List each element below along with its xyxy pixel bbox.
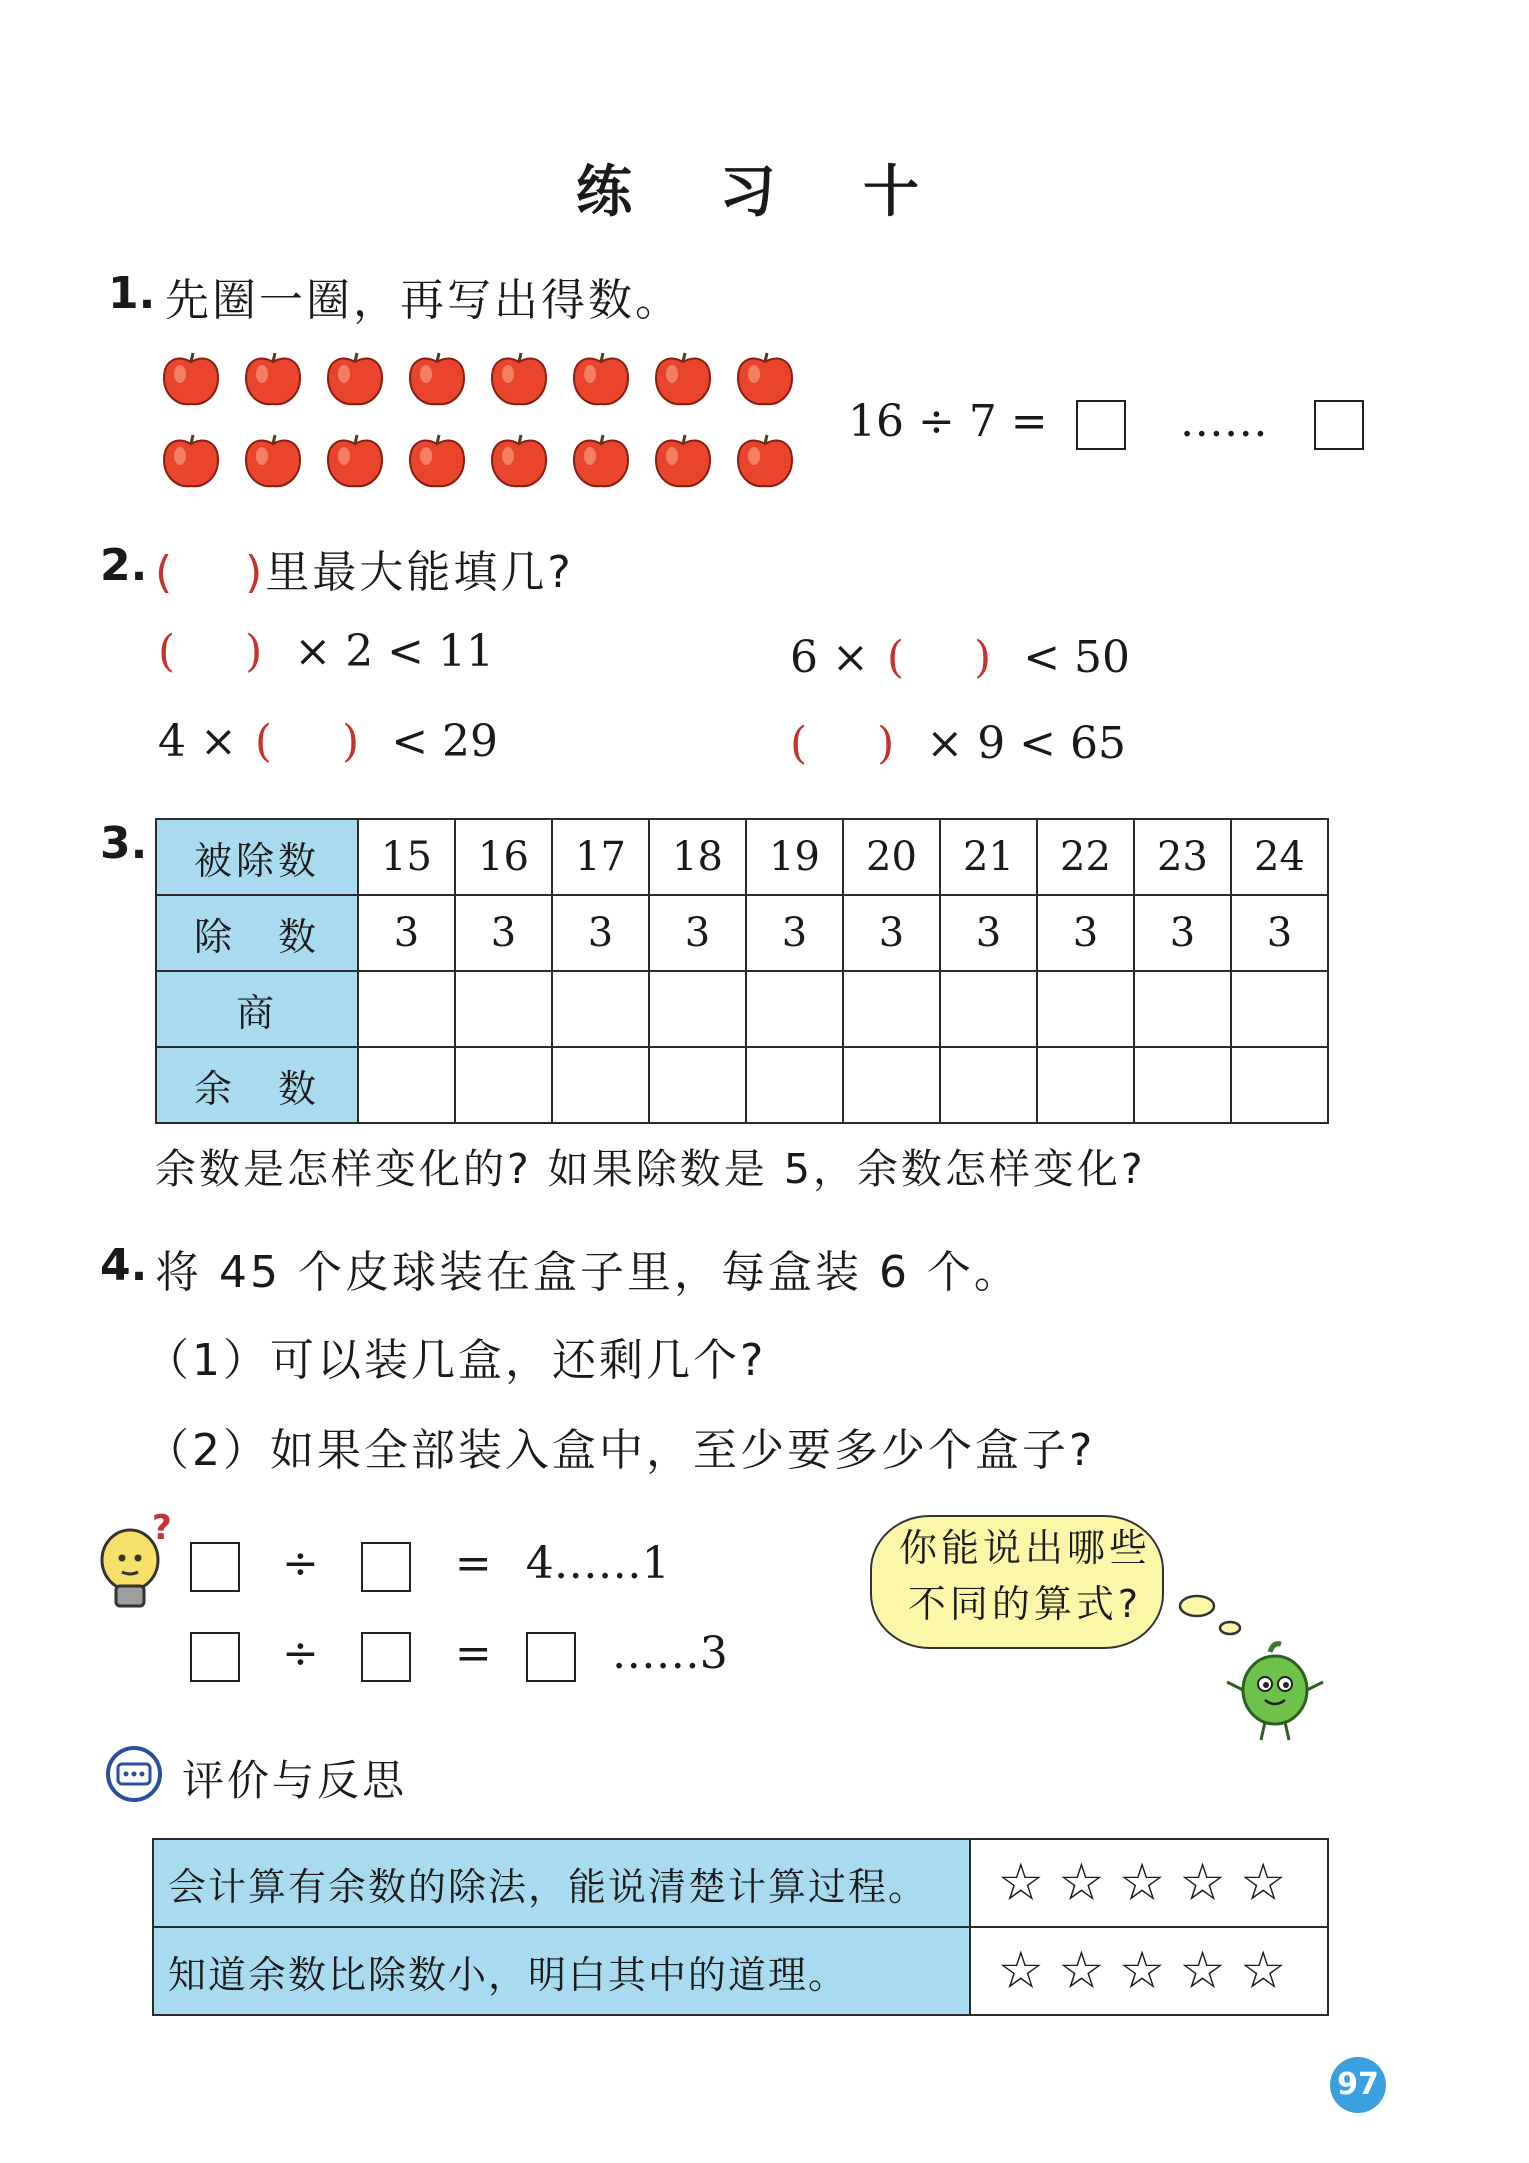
table-cell: 3 <box>1231 895 1328 971</box>
answer-cell[interactable] <box>1231 1047 1328 1123</box>
q1-text: 先圈一圈，再写出得数。 <box>165 275 682 326</box>
row-header: 被除数 <box>156 819 358 895</box>
apple-icon[interactable] <box>488 350 550 408</box>
q4-sub1: （1）可以装几盒，还剩几个? <box>145 1335 767 1386</box>
q2-item-1: ( ) × 2 < 11 <box>158 626 495 677</box>
think-expression-2: ÷ = ……3 <box>190 1628 728 1682</box>
answer-cell[interactable] <box>746 1047 843 1123</box>
divisor-box[interactable] <box>361 1632 411 1682</box>
table-row-dividend <box>156 819 1328 895</box>
apple-icon[interactable] <box>406 432 468 490</box>
row-header: 余 数 <box>156 1047 358 1123</box>
answer-cell[interactable] <box>358 971 455 1047</box>
answer-cell[interactable] <box>746 971 843 1047</box>
q1-number: 1. <box>108 268 156 319</box>
evaluation-criterion: 会计算有余数的除法，能说清楚计算过程。 <box>153 1839 970 1927</box>
apple-icon[interactable] <box>488 432 550 490</box>
table-cell: 15 <box>358 819 455 895</box>
answer-cell[interactable] <box>455 1047 552 1123</box>
answer-cell[interactable] <box>552 1047 649 1123</box>
table-cell: 3 <box>552 895 649 971</box>
table-cell: 3 <box>940 895 1037 971</box>
table-cell: 21 <box>940 819 1037 895</box>
table-cell: 18 <box>649 819 746 895</box>
table-cell: 3 <box>1037 895 1134 971</box>
pepper-mascot-icon <box>1215 1640 1335 1750</box>
answer-cell[interactable] <box>1037 1047 1134 1123</box>
apple-icon[interactable] <box>160 432 222 490</box>
table-row <box>153 1839 1328 1927</box>
evaluation-heading: 评价与反思 <box>182 1756 408 1805</box>
q2-number: 2. <box>100 540 148 591</box>
q2-open-paren: ( <box>155 547 176 598</box>
q1-expression <box>848 396 1364 450</box>
table-cell: 20 <box>843 819 940 895</box>
think-expression-1: ÷ = 4……1 <box>190 1538 670 1592</box>
answer-cell[interactable] <box>358 1047 455 1123</box>
answer-cell[interactable] <box>1231 971 1328 1047</box>
table-cell: 16 <box>455 819 552 895</box>
table-cell: 22 <box>1037 819 1134 895</box>
table-cell: 3 <box>843 895 940 971</box>
q2-item-2: 6 × ( ) < 50 <box>790 632 1131 683</box>
table-row-quotient <box>156 971 1328 1047</box>
apple-icon[interactable] <box>734 350 796 408</box>
answer-cell[interactable] <box>649 971 746 1047</box>
q3-number: 3. <box>100 818 148 869</box>
q4-sub2: （2）如果全部装入盒中，至少要多少个盒子? <box>145 1425 1096 1476</box>
bubble-dots <box>1175 1590 1245 1640</box>
evaluation-table <box>152 1838 1329 2016</box>
answer-cell[interactable] <box>940 1047 1037 1123</box>
dividend-box[interactable] <box>190 1542 240 1592</box>
answer-cell[interactable] <box>940 971 1037 1047</box>
table-cell: 3 <box>455 895 552 971</box>
star-rating[interactable]: ☆☆☆☆☆ <box>970 1839 1328 1927</box>
apple-icon[interactable] <box>242 432 304 490</box>
question-mark: ? <box>152 1508 172 1548</box>
dividend-box[interactable] <box>190 1632 240 1682</box>
q2-text: 里最大能填几? <box>265 547 574 598</box>
table-row-divisor <box>156 895 1328 971</box>
apple-icon[interactable] <box>324 432 386 490</box>
q2-close-paren: ) <box>245 547 266 598</box>
answer-cell[interactable] <box>649 1047 746 1123</box>
apple-icon[interactable] <box>242 350 304 408</box>
table-row-remainder <box>156 1047 1328 1123</box>
q2-item-4: ( ) × 9 < 65 <box>790 718 1127 769</box>
apple-icon[interactable] <box>570 350 632 408</box>
q3-question: 余数是怎样变化的? 如果除数是 5，余数怎样变化? <box>155 1145 1146 1193</box>
page-number: 97 <box>1330 2057 1386 2113</box>
chat-bubble-icon <box>104 1744 164 1804</box>
answer-cell[interactable] <box>1134 971 1231 1047</box>
q1-ellipsis: …… <box>1179 396 1268 447</box>
apple-icon[interactable] <box>406 350 468 408</box>
apple-icon[interactable] <box>324 350 386 408</box>
q2-header <box>155 536 574 600</box>
quotient-box[interactable] <box>1076 400 1126 450</box>
table-cell: 24 <box>1231 819 1328 895</box>
q4-number: 4. <box>100 1240 148 1291</box>
table-cell: 23 <box>1134 819 1231 895</box>
answer-cell[interactable] <box>843 1047 940 1123</box>
table-cell: 3 <box>746 895 843 971</box>
answer-cell[interactable] <box>455 971 552 1047</box>
answer-cell[interactable] <box>552 971 649 1047</box>
apple-icon[interactable] <box>570 432 632 490</box>
table-cell: 17 <box>552 819 649 895</box>
row-header: 商 <box>156 971 358 1047</box>
table-cell: 3 <box>358 895 455 971</box>
apple-icon[interactable] <box>652 432 714 490</box>
q2-item-3: 4 × ( ) < 29 <box>158 716 499 767</box>
table-cell: 3 <box>1134 895 1231 971</box>
star-rating[interactable]: ☆☆☆☆☆ <box>970 1927 1328 2015</box>
table-row <box>153 1927 1328 2015</box>
evaluation-criterion: 知道余数比除数小，明白其中的道理。 <box>153 1927 970 2015</box>
answer-cell[interactable] <box>1037 971 1134 1047</box>
answer-cell[interactable] <box>1134 1047 1231 1123</box>
table-cell: 3 <box>649 895 746 971</box>
answer-cell[interactable] <box>843 971 940 1047</box>
q1-equation: 16 ÷ 7 = <box>848 396 1048 447</box>
row-header: 除 数 <box>156 895 358 971</box>
divisor-box[interactable] <box>361 1542 411 1592</box>
apple-icon[interactable] <box>652 350 714 408</box>
division-table <box>155 818 1329 1124</box>
page-title: 练 习 十 <box>576 160 953 225</box>
remainder-box[interactable] <box>1314 400 1364 450</box>
q4-text: 将 45 个皮球装在盒子里，每盒装 6 个。 <box>155 1247 1021 1298</box>
apple-icon[interactable] <box>160 350 222 408</box>
bubble-text: 你能说出哪些 不同的算式? <box>898 1526 1151 1626</box>
quotient-box[interactable] <box>526 1632 576 1682</box>
apple-icon[interactable] <box>734 432 796 490</box>
table-cell: 19 <box>746 819 843 895</box>
